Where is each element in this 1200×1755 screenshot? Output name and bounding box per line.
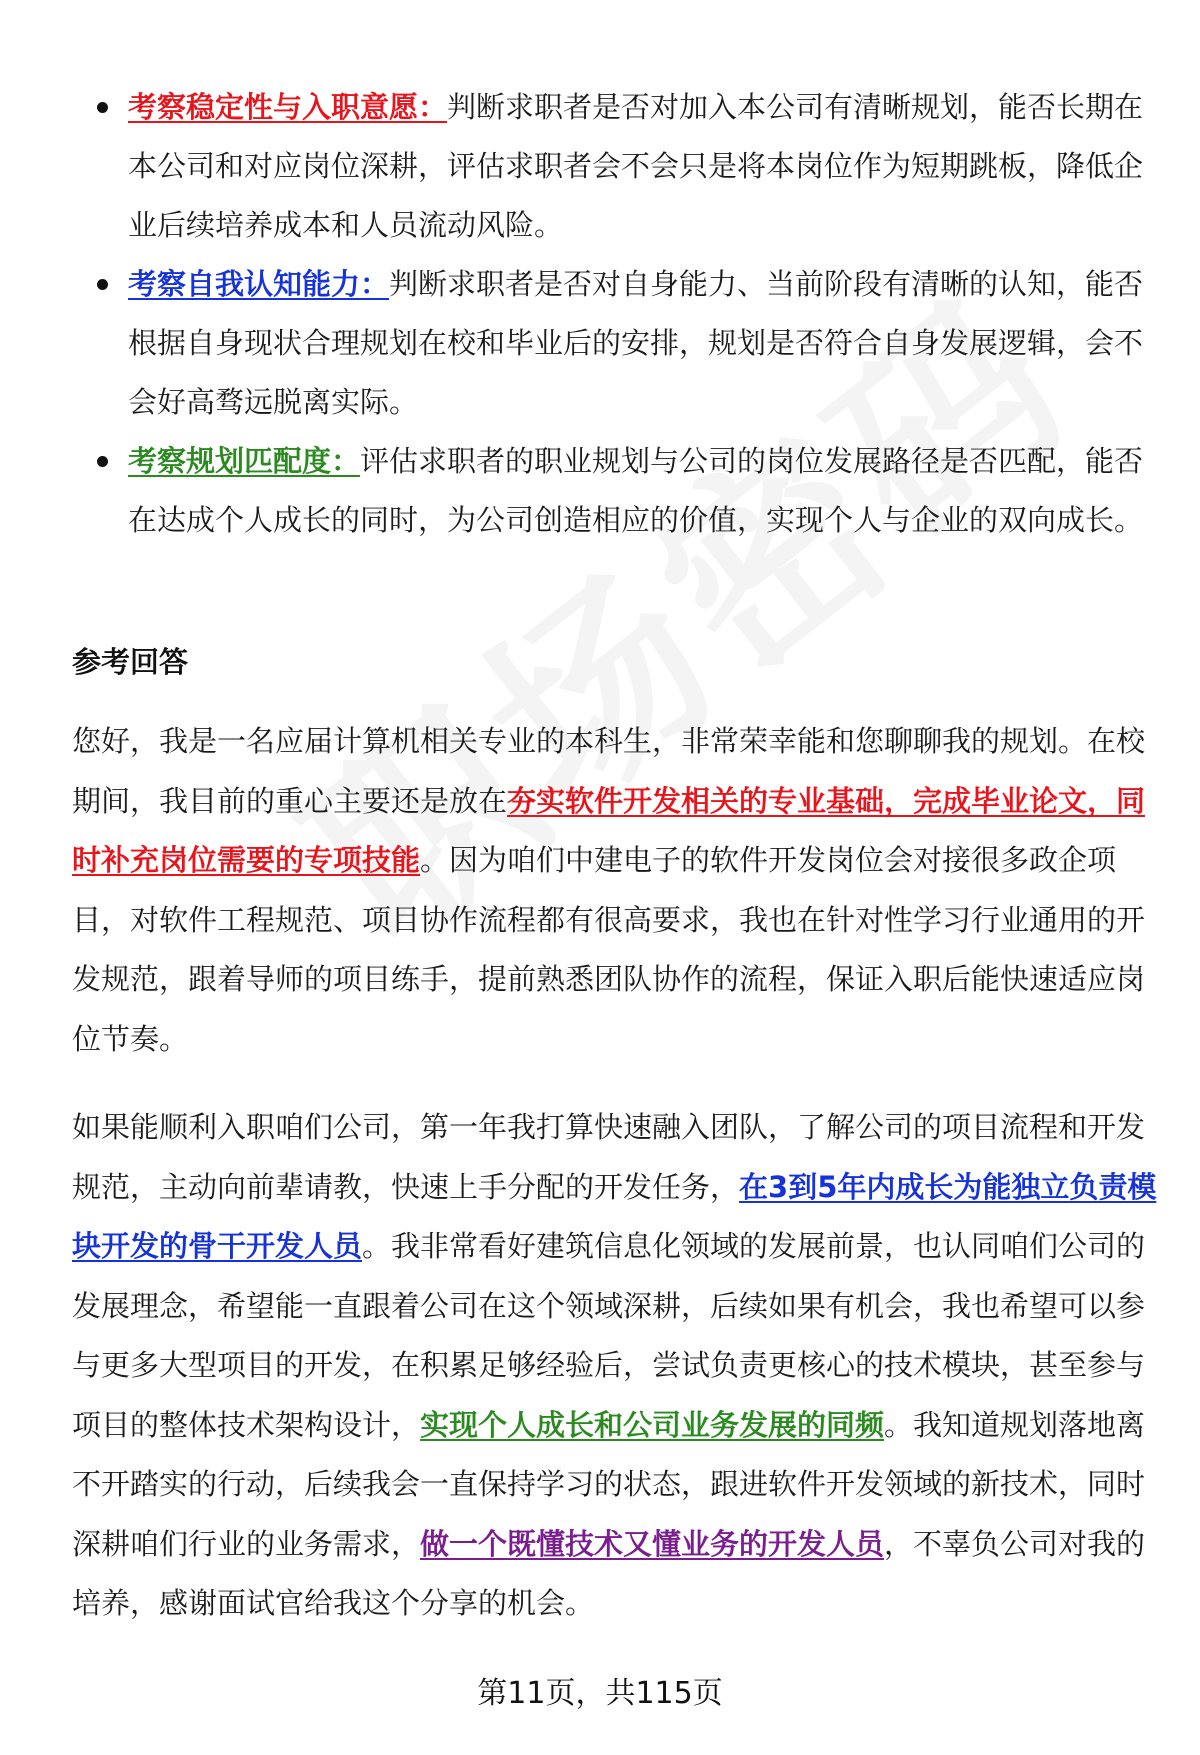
paragraph-text: 。我知道规划落地离不开踏实的行动，后续我会一直保持学习的状态，跟进软件开发领域的新技术，同时深耕咱们行业的业务需求， <box>72 1407 1146 1561</box>
list-item <box>95 255 1155 432</box>
highlight-text: 做一个既懂技术又懂业务的开发人员 <box>420 1526 885 1561</box>
criterion-text: 评估求职者的职业规划与公司的岗位发展路径是否匹配，能否在达成个人成长的同时，为公司创造相应的价值，实现个人与企业的双向成长。 <box>128 444 1144 537</box>
criterion-text: 判断求职者是否对加入本公司有清晰规划，能否长期在本公司和对应岗位深耕，评估求职者会不会只是将本岗位作为短期跳板，降低企业后续培养成本和人员流动风险。 <box>128 90 1144 242</box>
paragraph-text: 您好，我是一名应届计算机相关专业的本科生，非常荣幸能和您聊聊我的规划。在校期间，我目前的重心主要还是放在 <box>72 724 1146 818</box>
criterion-keyword: 考察自我认知能力： <box>128 267 390 301</box>
bullet-dot-icon <box>97 279 108 290</box>
page-number: 第11页，共115页 <box>477 1676 723 1711</box>
paragraph-text: ，不辜负公司对我的培养，感谢面试官给我这个分享的机会。 <box>72 1526 1146 1620</box>
highlight-text: 夯实软件开发相关的专业基础，完成毕业论文，同时补充岗位需要的专项技能 <box>72 783 1146 877</box>
criterion-keyword: 考察稳定性与入职意愿： <box>128 90 448 124</box>
highlight-text: 实现个人成长和公司业务发展的同频 <box>420 1407 885 1442</box>
answer-paragraph-2 <box>72 1098 1160 1634</box>
bullet-dot-icon <box>97 456 108 467</box>
list-item <box>95 78 1155 255</box>
criterion-text: 判断求职者是否对自身能力、当前阶段有清晰的认知，能否根据自身现状合理规划在校和毕业后的安排，规划是否符合自身发展逻辑，会不会好高骛远脱离实际。 <box>128 267 1144 419</box>
highlight-text: 在3到5年内成长为能独立负责模块开发的骨干开发人员 <box>72 1169 1157 1263</box>
criteria-list <box>95 78 1155 550</box>
paragraph-text: 。我非常看好建筑信息化领域的发展前景，也认同咱们公司的发展理念，希望能一直跟着公司在这个领域深耕，后续如果有机会，我也希望可以参与更多大型项目的开发，在积累足够经验后，尝试负责更核心的技术模块，甚至参与项目的整体技术架构设计， <box>72 1229 1146 1442</box>
criterion-keyword: 考察规划匹配度： <box>128 444 361 478</box>
paragraph-text: 。因为咱们中建电子的软件开发岗位会对接很多政企项目，对软件工程规范、项目协作流程都有很高要求，我也在针对性学习行业通用的开发规范，跟着导师的项目练手，提前熟悉团队协作的流程，保证入职后能快速适应岗位节奏。 <box>72 843 1146 1056</box>
list-item <box>95 432 1155 550</box>
section-heading: 参考回答 <box>72 645 189 679</box>
bullet-dot-icon <box>97 102 108 113</box>
paragraph-text: 如果能顺利入职咱们公司，第一年我打算快速融入团队，了解公司的项目流程和开发规范，主动向前辈请教，快速上手分配的开发任务， <box>72 1110 1146 1204</box>
answer-paragraph-1 <box>72 712 1160 1069</box>
